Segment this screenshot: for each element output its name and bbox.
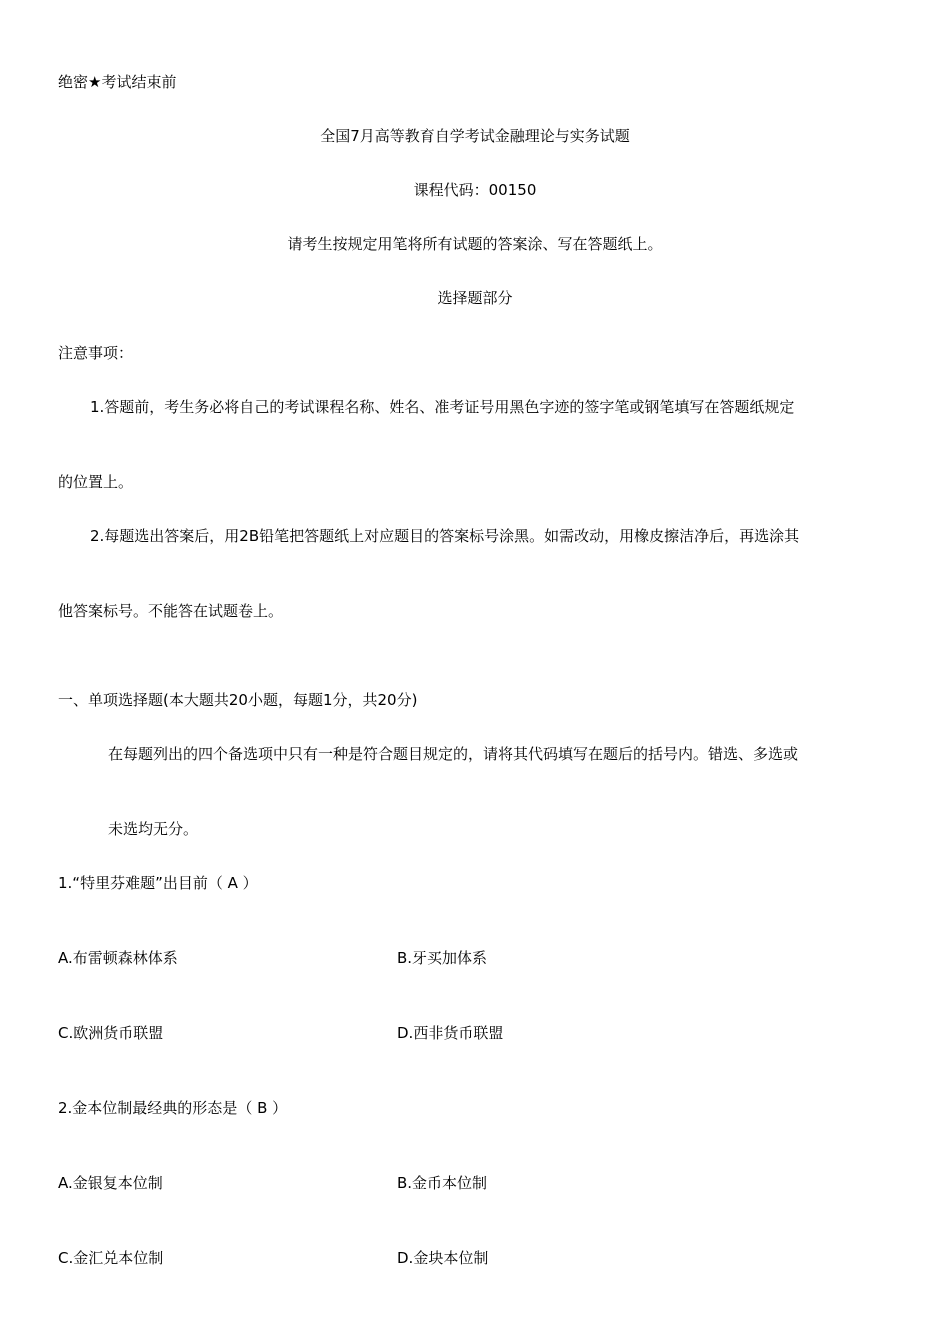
note-item-1-line-1: 1.答题前，考生务必将自己的考试课程名称、姓名、准考证号用黑色字迹的签字笔或钢笔填写在答题纸规定 — [90, 398, 795, 416]
question-2-option-b: B.金币本位制 — [397, 1174, 488, 1192]
answer-instruction: 请考生按规定用笔将所有试题的答案涂、写在答题纸上。 — [287, 235, 663, 253]
note-item-1-line-2: 的位置上。 — [58, 473, 134, 491]
question-2-option-d: D.金块本位制 — [397, 1249, 489, 1267]
exam-title: 全国7月高等教育自学考试金融理论与实务试题 — [320, 127, 630, 145]
part1-heading: 一、单项选择题(本大题共20小题，每题1分，共20分) — [58, 691, 418, 709]
question-2-option-c: C.金汇兑本位制 — [58, 1249, 164, 1267]
note-item-2-line-1: 2.每题选出答案后，用2B铅笔把答题纸上对应题目的答案标号涂黑。如需改动，用橡皮擦洁净后，再选涂其 — [90, 527, 800, 545]
course-code: 课程代码：00150 — [413, 181, 537, 199]
question-2-stem: 2.金本位制最经典的形态是（ B ） — [58, 1099, 288, 1117]
question-1-option-d: D.西非货币联盟 — [397, 1024, 504, 1042]
question-1-option-b: B.牙买加体系 — [397, 949, 488, 967]
question-1-stem: 1.“特里芬难题”出目前（ A ） — [58, 874, 258, 892]
notes-heading: 注意事项： — [58, 344, 134, 362]
note-item-2-line-2: 他答案标号。不能答在试题卷上。 — [58, 602, 284, 620]
question-2-option-a: A.金银复本位制 — [58, 1174, 163, 1192]
question-1-option-a: A.布雷顿森林体系 — [58, 949, 178, 967]
part1-instruction-line-1: 在每题列出的四个备选项中只有一种是符合题目规定的，请将其代码填写在题后的括号内。错选、多选或 — [108, 745, 799, 763]
confidential-label: 绝密★考试结束前 — [58, 73, 177, 91]
part1-instruction-line-2: 未选均无分。 — [108, 820, 199, 838]
section-title: 选择题部分 — [437, 289, 513, 307]
question-1-option-c: C.欧洲货币联盟 — [58, 1024, 164, 1042]
